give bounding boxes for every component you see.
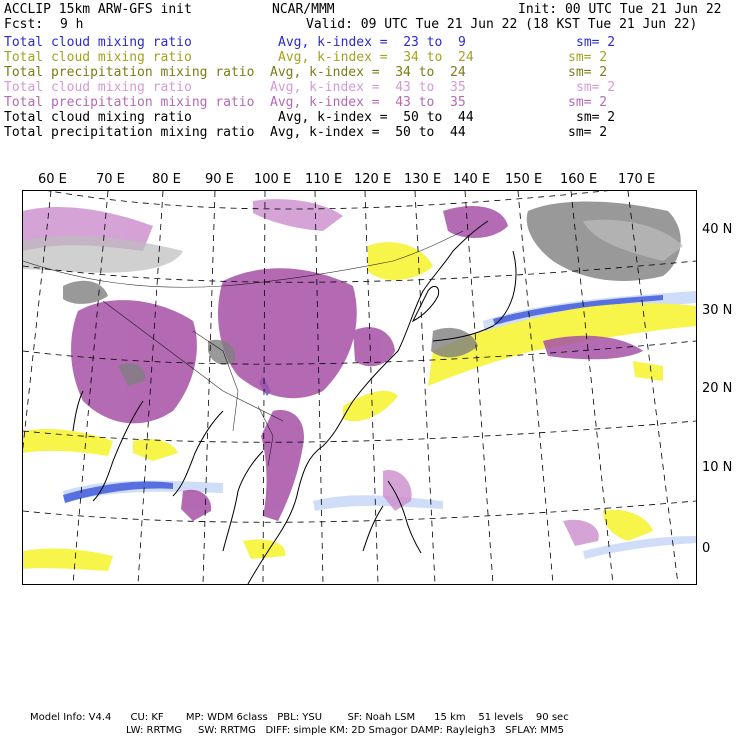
field-name: Total cloud mixing ratio [4,80,192,95]
lon-label: 100 E [254,172,292,187]
lat-label: 20 N [702,381,733,396]
map-svg [23,191,696,584]
lon-label: 120 E [354,172,392,187]
lat-label: 40 N [702,222,733,237]
field-avg: Avg, k-index = 43 to 35 [270,95,466,110]
init-time: Init: 00 UTC Tue 21 Jun 22 [518,2,722,17]
lon-label: 130 E [404,172,442,187]
field-avg: Avg, k-index = 43 to 35 [270,80,466,95]
lon-label: 90 E [205,172,234,187]
lat-label: 10 N [702,460,733,475]
map-panel [22,190,697,585]
lat-label: 0 [702,541,711,556]
lon-label: 170 E [618,172,656,187]
field-sm: sm= 2 [576,80,616,95]
lon-label: 80 E [152,172,181,187]
lon-label: 140 E [453,172,491,187]
field-name: Total cloud mixing ratio [4,50,192,65]
field-sm: sm= 2 [568,125,608,140]
field-name: Total precipitation mixing ratio [4,65,255,80]
model-info: Model Info: V4.4 CU: KF MP: WDM 6class PBL: YSU SF: Noah LSM 15 km 51 levels 90 sec [30,712,569,723]
model-physics: LW: RRTMG SW: RRTMG DIFF: simple KM: 2D Smagor DAMP: Rayleigh3 SFLAY: MM5 [126,725,565,736]
field-avg: Avg, k-index = 34 to 24 [270,65,466,80]
lon-label: 160 E [560,172,598,187]
field-sm: sm= 2 [568,65,608,80]
field-name: Total precipitation mixing ratio [4,125,255,140]
field-sm: sm= 2 [576,35,616,50]
field-avg: Avg, k-index = 50 to 44 [278,110,474,125]
field-sm: sm= 2 [568,50,608,65]
field-avg: Avg, k-index = 23 to 9 [278,35,466,50]
fcst-value: 9 h [60,17,84,32]
fcst-label: Fcst: [4,17,44,32]
map-title: ACCLIP 15km ARW-GFS init [4,2,192,17]
field-name: Total cloud mixing ratio [4,110,192,125]
lon-label: 150 E [505,172,543,187]
field-name: Total precipitation mixing ratio [4,95,255,110]
field-sm: sm= 2 [576,110,616,125]
lon-label: 60 E [38,172,67,187]
lon-label: 70 E [96,172,125,187]
field-name: Total cloud mixing ratio [4,35,192,50]
field-sm: sm= 2 [568,95,608,110]
institution-label: NCAR/MMM [272,2,335,17]
field-avg: Avg, k-index = 50 to 44 [270,125,466,140]
field-avg: Avg, k-index = 34 to 24 [278,50,474,65]
valid-time: Valid: 09 UTC Tue 21 Jun 22 (18 KST Tue 21 Jun 22) [306,17,698,32]
lat-label: 30 N [702,303,733,318]
lon-label: 110 E [305,172,343,187]
